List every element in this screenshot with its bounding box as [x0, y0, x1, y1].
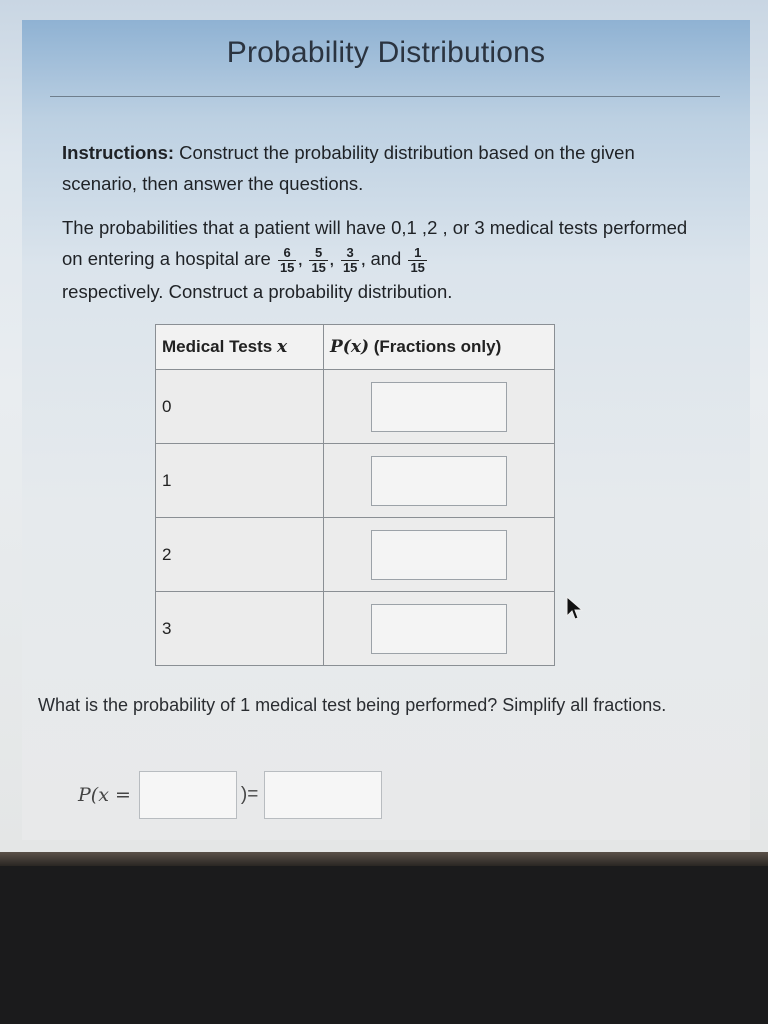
probability-input-1[interactable]: [371, 456, 507, 506]
monitor-bezel: [0, 852, 768, 866]
probability-input-3[interactable]: [371, 604, 507, 654]
scenario-text-end: respectively. Construct a probability distribution.: [62, 281, 453, 302]
table-row: [156, 518, 555, 592]
page-title: Probability Distributions: [226, 36, 546, 69]
instructions-paragraph: [62, 137, 702, 199]
fraction-4: $\frac{1}{15}$: [410, 244, 425, 275]
x-value-cell: 2: [156, 518, 324, 592]
fraction-1: $\frac{6}{15}$: [279, 244, 295, 275]
instructions-label: Instructions:: [62, 142, 175, 163]
probability-distribution-table: [155, 324, 555, 666]
question-text: What is the probability of 1 medical test being performed? Simplify all fractions.: [38, 695, 667, 715]
expression-prefix: P(x =: [78, 784, 131, 806]
scenario-text: The probabilities that a patient will have 0,1 ,2 , or 3 medical tests performed on entering a hospital are: [62, 217, 688, 269]
fraction-2: $\frac{5}{15}$: [311, 244, 326, 275]
x-value-cell: 0: [156, 370, 324, 444]
table-row: [156, 592, 555, 666]
probability-answer-input[interactable]: [264, 771, 382, 819]
table-row: [156, 370, 555, 444]
scenario-paragraph: The probabilities that a patient will have 0,1 ,2 , or 3 medical tests performed on entering a hospital are $\frac{6}{15}$ , $\frac{5}{15}$ , $\frac{3}{15}$ , and $\frac{1}{15}$ respectively. Construct a probability distribution.: [62, 217, 688, 302]
x-value-input[interactable]: [139, 771, 237, 819]
table-header-row: [156, 325, 555, 370]
probability-expression: [78, 768, 382, 822]
probability-input-2[interactable]: [371, 530, 507, 580]
table-row: [156, 444, 555, 518]
x-value-cell: 1: [156, 444, 324, 518]
probability-input-0[interactable]: [371, 382, 507, 432]
header-probability: P(x) (Fractions only): [324, 325, 555, 370]
and-word: and: [370, 248, 402, 269]
header-medical-tests: Medical Tests x: [156, 325, 324, 370]
instructions-text: Construct the probability distribution based on the given scenario, then answer the questions.: [62, 142, 635, 194]
mouse-cursor-icon: [565, 596, 583, 622]
expression-equals: )=: [240, 784, 259, 805]
fraction-3: $\frac{3}{15}$: [342, 244, 358, 275]
title-divider: [50, 96, 720, 97]
x-value-cell: 3: [156, 592, 324, 666]
